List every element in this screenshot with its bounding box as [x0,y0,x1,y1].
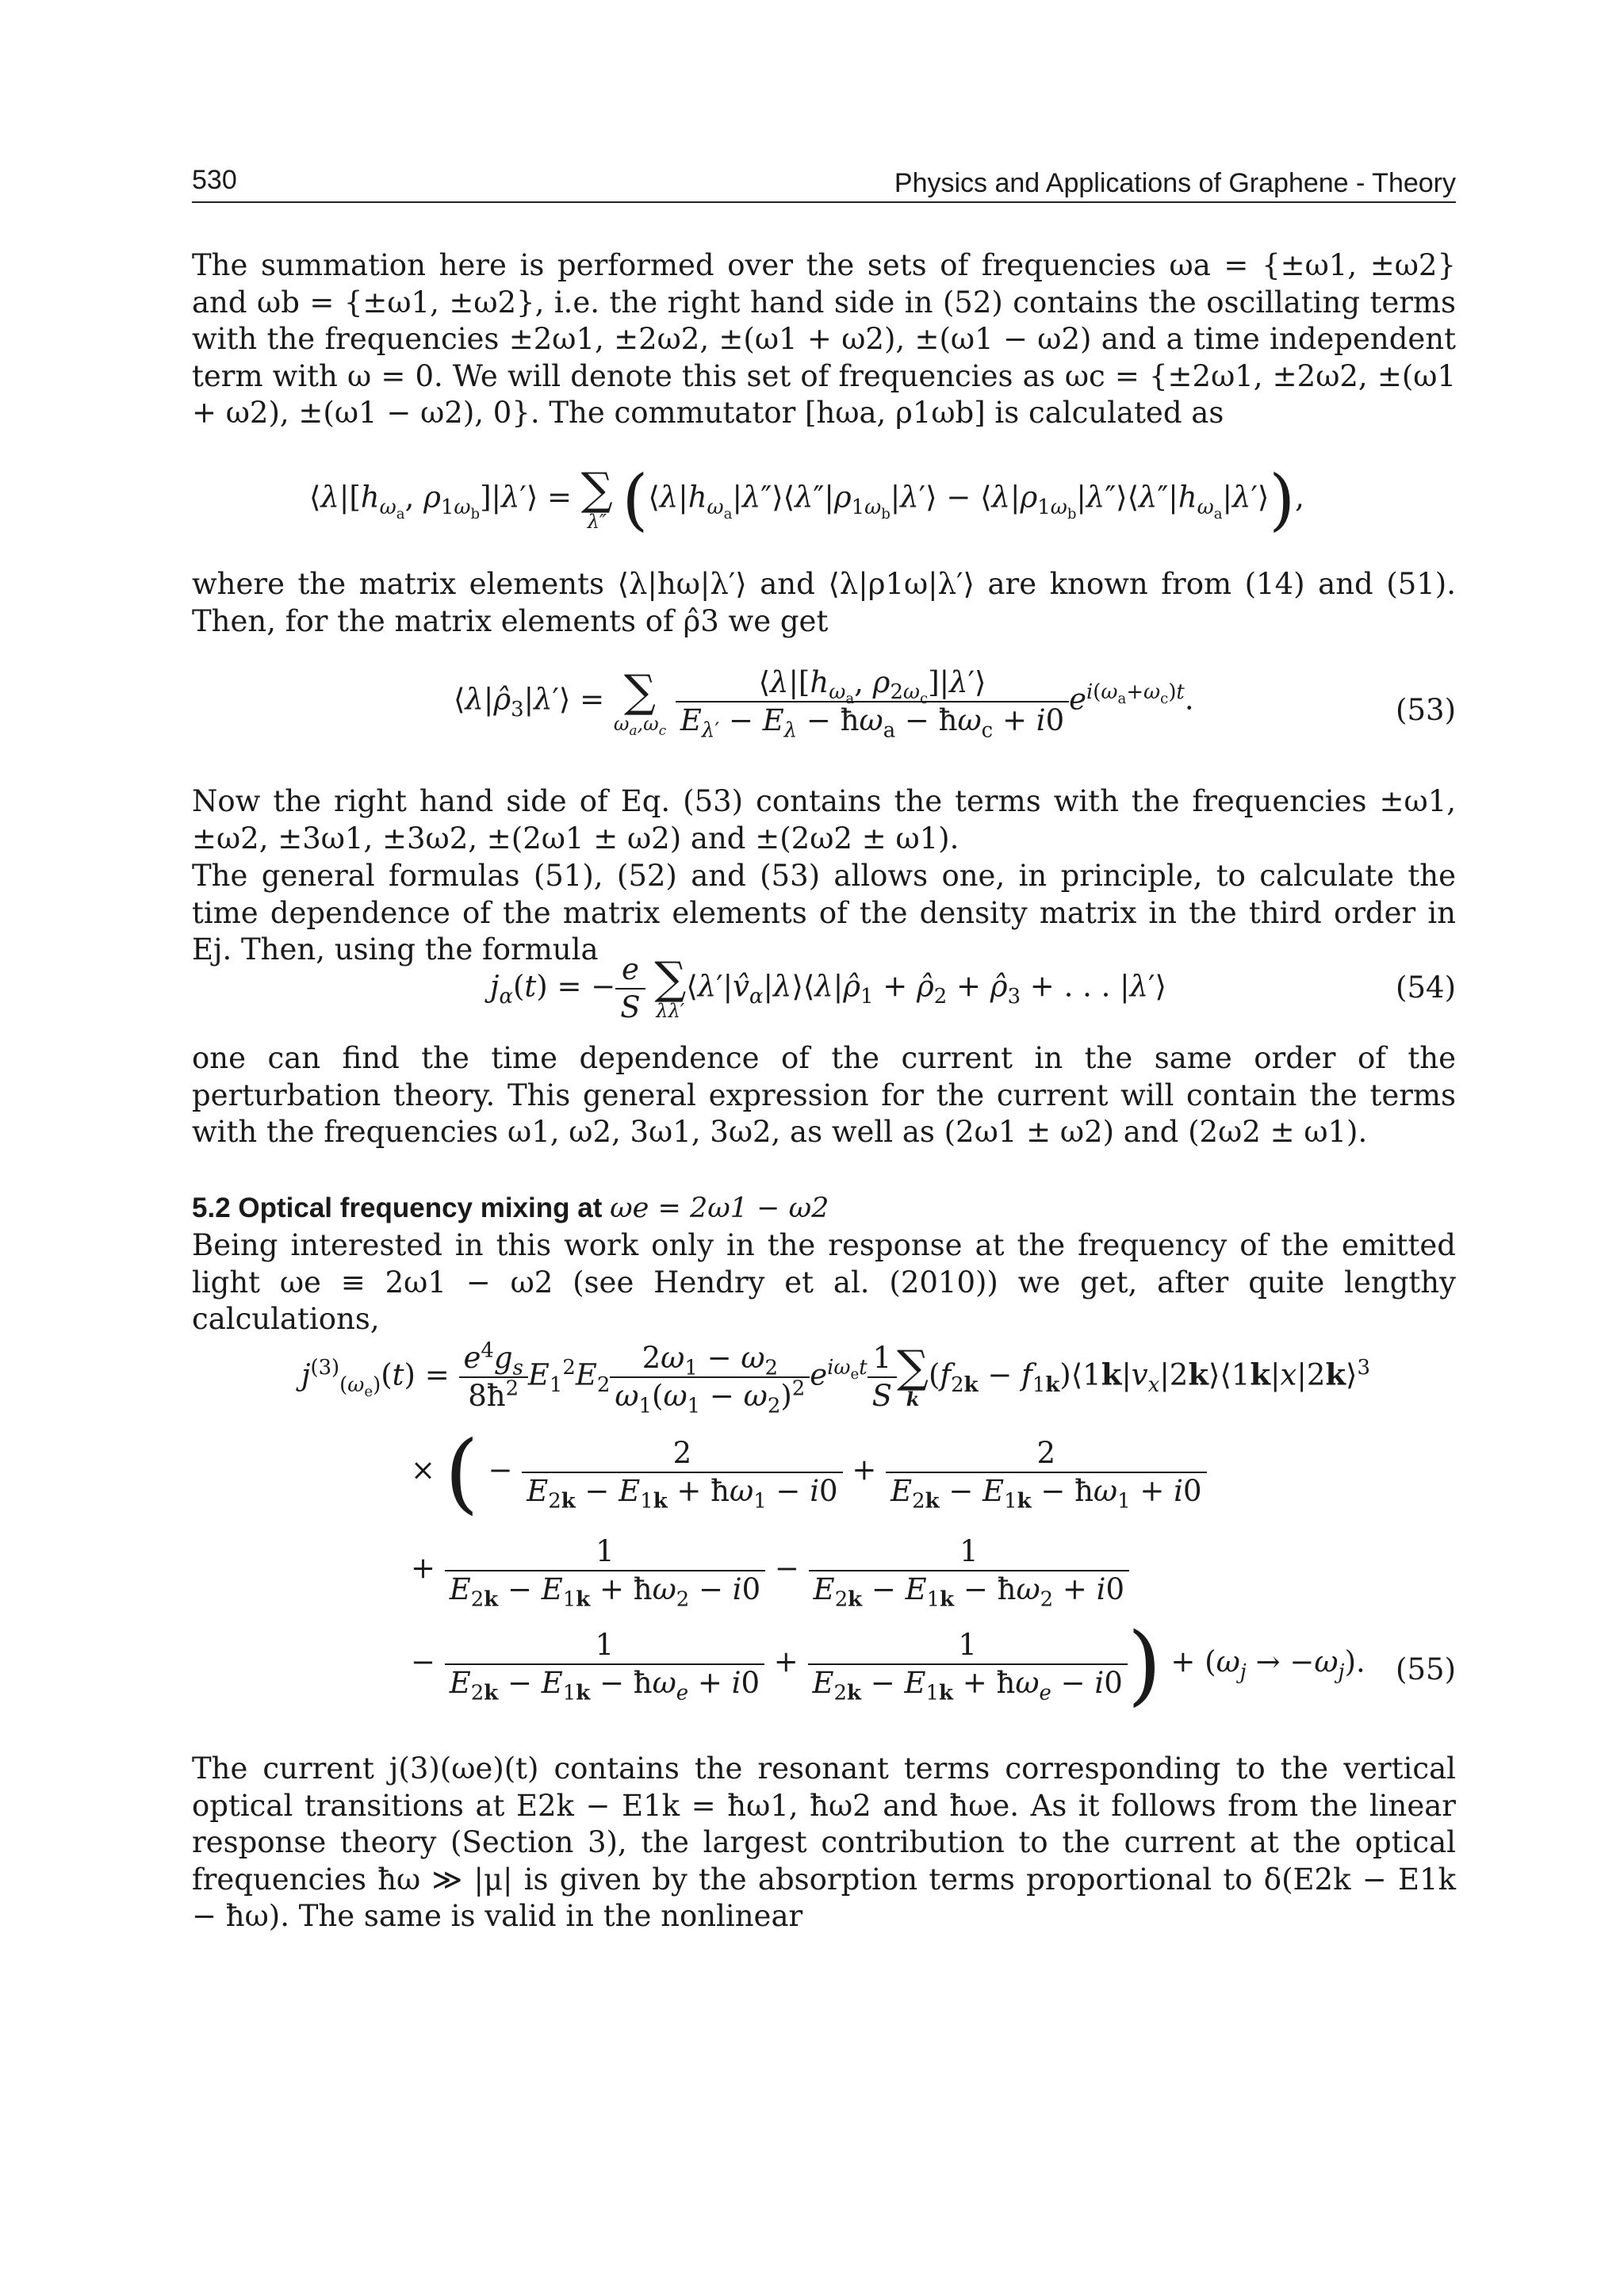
equation-55-line-1: $j^{(3)}_{(\omega_e)}(t)$ = $\frac{e^4g_s}{8ħ^2}$ $E_1^2E_2$ $\frac{2\omega_1 - \omega_2}{\omega_1(\omega_1 - \omega_2)^2}$ $e^{i\omega_et}$ $\frac{1}{S}$ ∑ k ($f_{2k}$ − $f_{1k})⟨1k|v_x|2k⟩⟨1k|x|2k⟩^3$ [301,1338,1370,1418]
paragraph-summation: The summation here is performed over the sets of frequencies ωa = {±ω1, ±ω2} and ωb = {±ω1, ±ω2}, i.e. the right hand side in (52) contains the oscillating terms with the frequencies ±2ω1, ±2ω2, ±(ω1 + ω2), ±(ω1 − ω2) and a time independent term with ω = 0. We will denote this set of frequencies as ωc = {±2ω1, ±2ω2, ±(ω1 + ω2), ±(ω1 − ω2), 0}. The commutator [hωa, ρ1ωb] is calculated as [192,248,1456,430]
paragraph-matrix-elements: where the matrix elements ⟨λ|hω|λ′⟩ and ⟨λ|ρ1ω|λ′⟩ are known from (14) and (51). Then, for the matrix elements of ρ̂3 we get [192,567,1456,638]
paragraph-emitted-light: Being interested in this work only in the response at the frequency of the emitted light ωe ≡ 2ω1 − ω2 (see Hendry et al. (2010)) we get, after quite lengthy calculations, [192,1228,1456,1336]
running-title: Physics and Applications of Graphene - Theory [894,168,1456,198]
equation-55-line-4: − $\frac{1}{E_{2k} - E_{1k} - ħ\omega_e + i0}$ + $\frac{1}{E_{2k} - E_{1k} + ħ\omega_e - i0}$ ) + $(\omega_j \to -\omega_j)$. [411,1614,1365,1715]
equation-number-55: (55) [1396,1652,1456,1686]
equation-54: $j_\alpha(t)$ = − $\frac{e}{S}$ ∑ λλ′ $⟨\lambda'|v̂_\alpha|\lambda⟩⟨\lambda|\rhô_1$ + $\rhô_2$ + $\rhô_3$ + . . . |λ′⟩ [490,952,1166,1024]
section-heading-math: ωe = 2ω1 − ω2 [610,1192,829,1224]
equation-number-53: (53) [1396,693,1456,727]
equation-55-line-2: × ( − $\frac{2}{E_{2k} - E_{1k} + ħ\omega_1 - i0}$ + $\frac{2}{E_{2k} - E_{1k} - ħ\omega_1 + i0}$ [411,1435,1207,1510]
running-header [192,165,1456,203]
equation-number-54: (54) [1396,970,1456,1005]
section-heading [192,1192,829,1224]
section-heading-title: 5.2 Optical frequency mixing at [192,1192,603,1223]
equation-53: $⟨\lambda|\rhô_3|\lambda'⟩$ = ∑ $\omega_a,\omega_c$ $\frac{⟨\lambda|[h_{\omega_a}, \rho_{2\omega_c}]|\lambda'⟩}{E_{\lambda'} - E_\lambda - ħ\omega_a - ħ\omega_c + i0}$ $e^{i(\omega_a+\omega_c)t}$. [454,665,1194,743]
paragraph-current-time-dependence: one can find the time dependence of the current in the same order of the perturbation theory. This general expression for the current will contain the terms with the frequencies ω1, ω2, 3ω1, 3ω2, as well as (2ω1 ± ω2) and (2ω2 ± ω1). [192,1041,1456,1149]
paragraph-eq53-frequencies: Now the right hand side of Eq. (53) contains the terms with the frequencies ±ω1, ±ω2, ±3ω1, ±3ω2, ±(2ω1 ± ω2) and ±(2ω2 ± ω1). [192,784,1456,856]
equation-commutator: $⟨\lambda|[h_{\omega_a}$, $\rho_{1\omega_b}]|\lambda'⟩$ = ∑ λ″ ($⟨\lambda|h_{\omega_a}|\lambda''⟩⟨\lambda''|\rho_{1\omega_b}|\lambda'⟩$ − $⟨\lambda|\rho_{1\omega_b}|\lambda''⟩⟨\lambda''|h_{\omega_a}|\lambda'⟩$), [309,461,1304,538]
equation-55-line-3: + $\frac{1}{E_{2k} - E_{1k} + ħ\omega_2 - i0}$ − $\frac{1}{E_{2k} - E_{1k} - ħ\omega_2 + i0}$ [411,1533,1129,1608]
paragraph-resonant-terms: The current j(3)(ωe)(t) contains the resonant terms corresponding to the vertical optical transitions at E2k − E1k = ħω1, ħω2 and ħωe. As it follows from the linear response theory (Section 3), the largest contribution to the current at the optical frequencies ħω ≫ |μ| is given by the absorption terms proportional to δ(E2k − E1k − ħω). The same is valid in the nonlinear [192,1751,1456,1933]
paragraph-general-formulas: The general formulas (51), (52) and (53) allows one, in principle, to calculate the time dependence of the matrix elements of the density matrix in the third order in Ej. Then, using the formula [192,859,1456,967]
page-number: 530 [192,165,237,195]
